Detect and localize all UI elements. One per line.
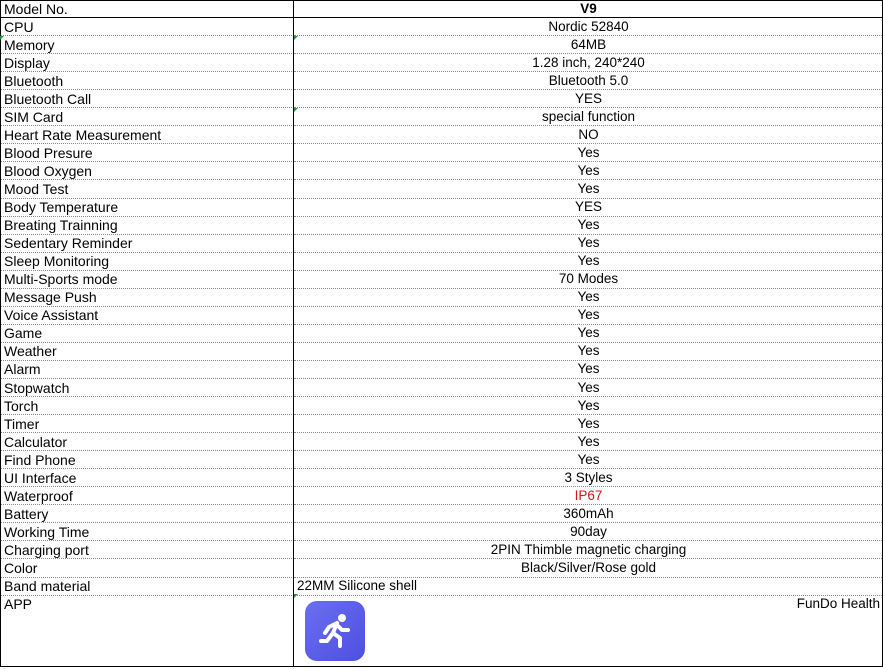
row-label: Charging port	[1, 541, 294, 559]
table-row	[1, 577, 883, 595]
row-value: Yes	[294, 415, 883, 433]
row-value: YES	[294, 90, 883, 108]
cell-marker-icon	[0, 36, 4, 40]
row-label: UI Interface	[1, 469, 294, 487]
row-value: 3 Styles	[294, 469, 883, 487]
cell-marker-icon	[294, 108, 298, 112]
row-label: Bluetooth	[1, 72, 294, 90]
header-value: V9	[294, 1, 883, 18]
row-label: Working Time	[1, 523, 294, 541]
row-label: Game	[1, 324, 294, 342]
table-row	[1, 288, 883, 306]
table-row	[1, 451, 883, 469]
table-row	[1, 342, 883, 360]
row-label: Memory	[1, 36, 294, 54]
row-value: 90day	[294, 523, 883, 541]
row-value: 22MM Silicone shell	[294, 577, 883, 595]
row-value: 1.28 inch, 240*240	[294, 54, 883, 72]
row-value: YES	[294, 198, 883, 216]
row-label: Bluetooth Call	[1, 90, 294, 108]
table-row	[1, 234, 883, 252]
row-label: Display	[1, 54, 294, 72]
header-label: Model No.	[1, 1, 294, 18]
table-row	[1, 72, 883, 90]
app-label: APP	[1, 595, 294, 666]
row-label: Voice Assistant	[1, 306, 294, 324]
row-value: Yes	[294, 144, 883, 162]
running-person-icon	[305, 601, 365, 661]
row-label: Body Temperature	[1, 198, 294, 216]
table-row	[1, 415, 883, 433]
row-value: Yes	[294, 324, 883, 342]
table-header-row	[1, 1, 883, 18]
row-label: Breating Trainning	[1, 216, 294, 234]
row-label: Torch	[1, 397, 294, 415]
table-row	[1, 523, 883, 541]
table-row	[1, 306, 883, 324]
table-row	[1, 505, 883, 523]
row-label: Multi-Sports mode	[1, 270, 294, 288]
row-value: 2PIN Thimble magnetic charging	[294, 541, 883, 559]
row-label: Message Push	[1, 288, 294, 306]
row-value: Yes	[294, 180, 883, 198]
row-label: Battery	[1, 505, 294, 523]
table-row	[1, 469, 883, 487]
row-value: 70 Modes	[294, 270, 883, 288]
row-value: 360mAh	[294, 505, 883, 523]
table-row	[1, 198, 883, 216]
row-value: Yes	[294, 234, 883, 252]
row-value: Yes	[294, 342, 883, 360]
row-value: Yes	[294, 162, 883, 180]
row-label: CPU	[1, 18, 294, 36]
cell-marker-icon	[294, 594, 298, 598]
table-row	[1, 54, 883, 72]
table-row	[1, 252, 883, 270]
row-label: Timer	[1, 415, 294, 433]
cell-marker-icon	[294, 36, 298, 40]
row-label: Alarm	[1, 360, 294, 378]
row-value: 64MB	[294, 36, 883, 54]
table-row	[1, 18, 883, 36]
table-row	[1, 216, 883, 234]
table-row	[1, 36, 883, 54]
row-value: Yes	[294, 397, 883, 415]
table-row	[1, 180, 883, 198]
row-value: Yes	[294, 451, 883, 469]
row-value: Yes	[294, 252, 883, 270]
row-value: Bluetooth 5.0	[294, 72, 883, 90]
row-value: special function	[294, 108, 883, 126]
row-label: Blood Oxygen	[1, 162, 294, 180]
table-row	[1, 126, 883, 144]
row-value: Yes	[294, 306, 883, 324]
table-row	[1, 433, 883, 451]
row-label: Color	[1, 559, 294, 577]
table-row	[1, 324, 883, 342]
row-label: Blood Presure	[1, 144, 294, 162]
row-value: NO	[294, 126, 883, 144]
row-label: Mood Test	[1, 180, 294, 198]
app-row	[1, 595, 883, 666]
row-value: Yes	[294, 378, 883, 396]
table-row	[1, 559, 883, 577]
row-label: Sedentary Reminder	[1, 234, 294, 252]
table-row	[1, 397, 883, 415]
row-label: Weather	[1, 342, 294, 360]
row-label: Find Phone	[1, 451, 294, 469]
row-label: SIM Card	[1, 108, 294, 126]
row-value: Black/Silver/Rose gold	[294, 559, 883, 577]
table-row	[1, 487, 883, 505]
table-row	[1, 144, 883, 162]
table-row	[1, 270, 883, 288]
row-label: Sleep Monitoring	[1, 252, 294, 270]
app-name: FunDo Health	[294, 595, 883, 666]
row-value: Yes	[294, 216, 883, 234]
waterproof-value: IP67	[294, 487, 883, 505]
table-row	[1, 108, 883, 126]
row-label: Band material	[1, 577, 294, 595]
row-value: Yes	[294, 288, 883, 306]
row-label: Calculator	[1, 433, 294, 451]
row-label: Stopwatch	[1, 378, 294, 396]
row-value: Nordic 52840	[294, 18, 883, 36]
row-value: Yes	[294, 433, 883, 451]
table-row	[1, 378, 883, 396]
table-row	[1, 162, 883, 180]
table-row	[1, 541, 883, 559]
row-value: Yes	[294, 360, 883, 378]
row-label: Heart Rate Measurement	[1, 126, 294, 144]
table-row	[1, 360, 883, 378]
table-row	[1, 90, 883, 108]
row-label: Waterproof	[1, 487, 294, 505]
